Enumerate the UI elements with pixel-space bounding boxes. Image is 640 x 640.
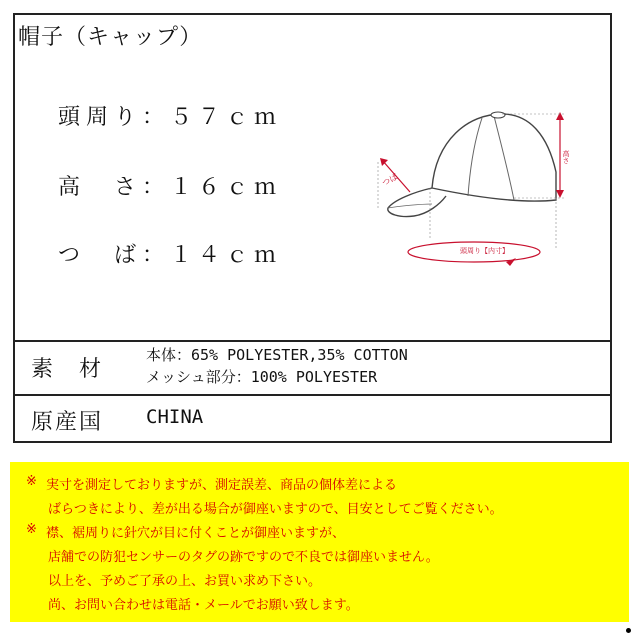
origin-value: CHINA [146,406,204,428]
cap-crown [432,114,556,201]
notice-mark: ※ [26,522,37,537]
notice-mark: ※ [26,474,37,489]
cap-button [491,112,505,118]
notice-box [10,462,629,622]
cap-brim-edge [388,204,432,208]
measurement-height: 高 さ：１６ｃｍ [58,175,283,200]
material-line: 本体：65% POLYESTER,35% COTTON [146,346,408,364]
product-title: 帽子（キャップ） [18,25,203,50]
material-label: 素 材 [31,357,104,382]
notice-line: 実寸を測定しておりますが、測定誤差、商品の個体差による [46,478,398,493]
notice-line: ばらつきにより、差が出る場合が御座いますので、目安としてご覧ください。 [48,502,503,517]
brim-label: つば [380,172,400,188]
circumference-label: 頭周り【内寸】 [460,247,509,255]
corner-dot [626,628,631,633]
cap-panel-seam [494,116,514,200]
material-line: メッシュ部分：100% POLYESTER [146,368,378,386]
height-label: 高さ [562,150,570,164]
divider [15,394,610,396]
measurement-head-circumference: 頭周り：５７ｃｍ [58,105,283,130]
measurement-brim: つ ば：１４ｃｍ [58,243,283,268]
cap-brim [388,188,446,217]
divider [15,340,610,342]
notice-line: 以上を、予めご了承の上、お買い求め下さい。 [48,574,322,589]
notice-line: 襟、裾周りに針穴が目に付くことが御座いますが、 [46,526,346,541]
notice-line: 店舗での防犯センサーのタグの跡ですので不良では御座いません。 [48,550,439,565]
cap-diagram [370,100,590,280]
cap-panel-seam [468,118,482,196]
notice-line: 尚、お問い合わせは電話・メールでお願い致します。 [48,598,359,613]
origin-label: 原産国 [31,410,104,435]
